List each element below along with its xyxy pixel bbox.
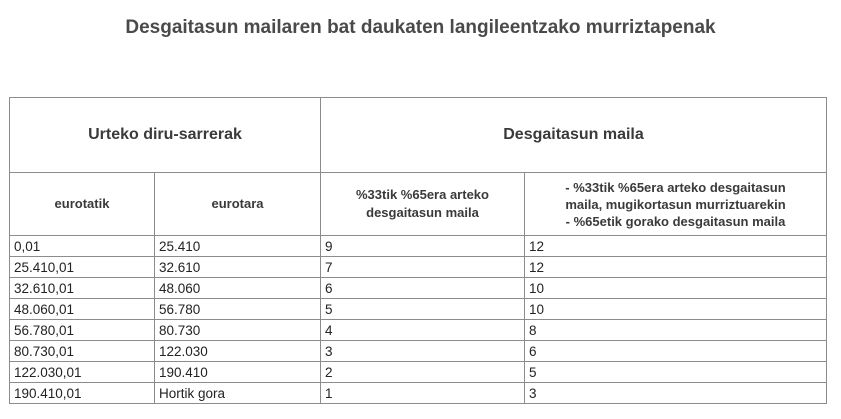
cell-level-a: 7 (321, 257, 525, 278)
table-row (10, 362, 827, 383)
cell-level-b: 10 (525, 278, 827, 299)
cell-from: 80.730,01 (10, 341, 155, 362)
cell-to: 80.730 (155, 320, 321, 341)
cell-level-b: 3 (525, 383, 827, 404)
cell-from: 190.410,01 (10, 383, 155, 404)
cell-level-a: 4 (321, 320, 525, 341)
table-row (10, 299, 827, 320)
cell-to: 25.410 (155, 236, 321, 257)
reductions-table (9, 97, 827, 404)
cell-level-b: 8 (525, 320, 827, 341)
cell-to: 48.060 (155, 278, 321, 299)
col-from-header: eurotatik (10, 173, 155, 236)
page-title: Desgaitasun mailaren bat daukaten langileentzako murriztapenak (125, 17, 716, 38)
cell-to: 122.030 (155, 341, 321, 362)
income-group-header: Urteko diru-sarrerak (10, 98, 321, 173)
table-body (10, 236, 827, 404)
col-level-b-line: - %65etik gorako desgaitasun maila (565, 213, 786, 229)
cell-from: 122.030,01 (10, 362, 155, 383)
cell-level-b: 5 (525, 362, 827, 383)
cell-from: 32.610,01 (10, 278, 155, 299)
table-row (10, 341, 827, 362)
cell-from: 48.060,01 (10, 299, 155, 320)
cell-level-a: 2 (321, 362, 525, 383)
col-level-b-header (525, 173, 827, 236)
table-row (10, 278, 827, 299)
table-column-header-row (10, 173, 827, 236)
cell-from: 0,01 (10, 236, 155, 257)
cell-level-a: 9 (321, 236, 525, 257)
col-level-b-line: - %33tik %65era arteko desgaitasun (565, 179, 786, 195)
table-row (10, 320, 827, 341)
cell-to: Hortik gora (155, 383, 321, 404)
cell-from: 25.410,01 (10, 257, 155, 278)
disability-group-header: Desgaitasun maila (321, 98, 827, 173)
cell-level-a: 3 (321, 341, 525, 362)
cell-level-a: 1 (321, 383, 525, 404)
table-row (10, 383, 827, 404)
cell-level-a: 6 (321, 278, 525, 299)
col-to-header: eurotara (155, 173, 321, 236)
table-row (10, 236, 827, 257)
cell-from: 56.780,01 (10, 320, 155, 341)
cell-level-a: 5 (321, 299, 525, 320)
cell-to: 190.410 (155, 362, 321, 383)
cell-level-b: 12 (525, 236, 827, 257)
cell-level-b: 6 (525, 341, 827, 362)
cell-level-b: 12 (525, 257, 827, 278)
table-row (10, 257, 827, 278)
cell-level-b: 10 (525, 299, 827, 320)
col-level-a-header: %33tik %65era arteko desgaitasun maila (321, 173, 525, 236)
col-level-b-line: maila, mugikortasun murriztuarekin (565, 196, 786, 212)
cell-to: 56.780 (155, 299, 321, 320)
cell-to: 32.610 (155, 257, 321, 278)
table-group-header-row (10, 98, 827, 173)
